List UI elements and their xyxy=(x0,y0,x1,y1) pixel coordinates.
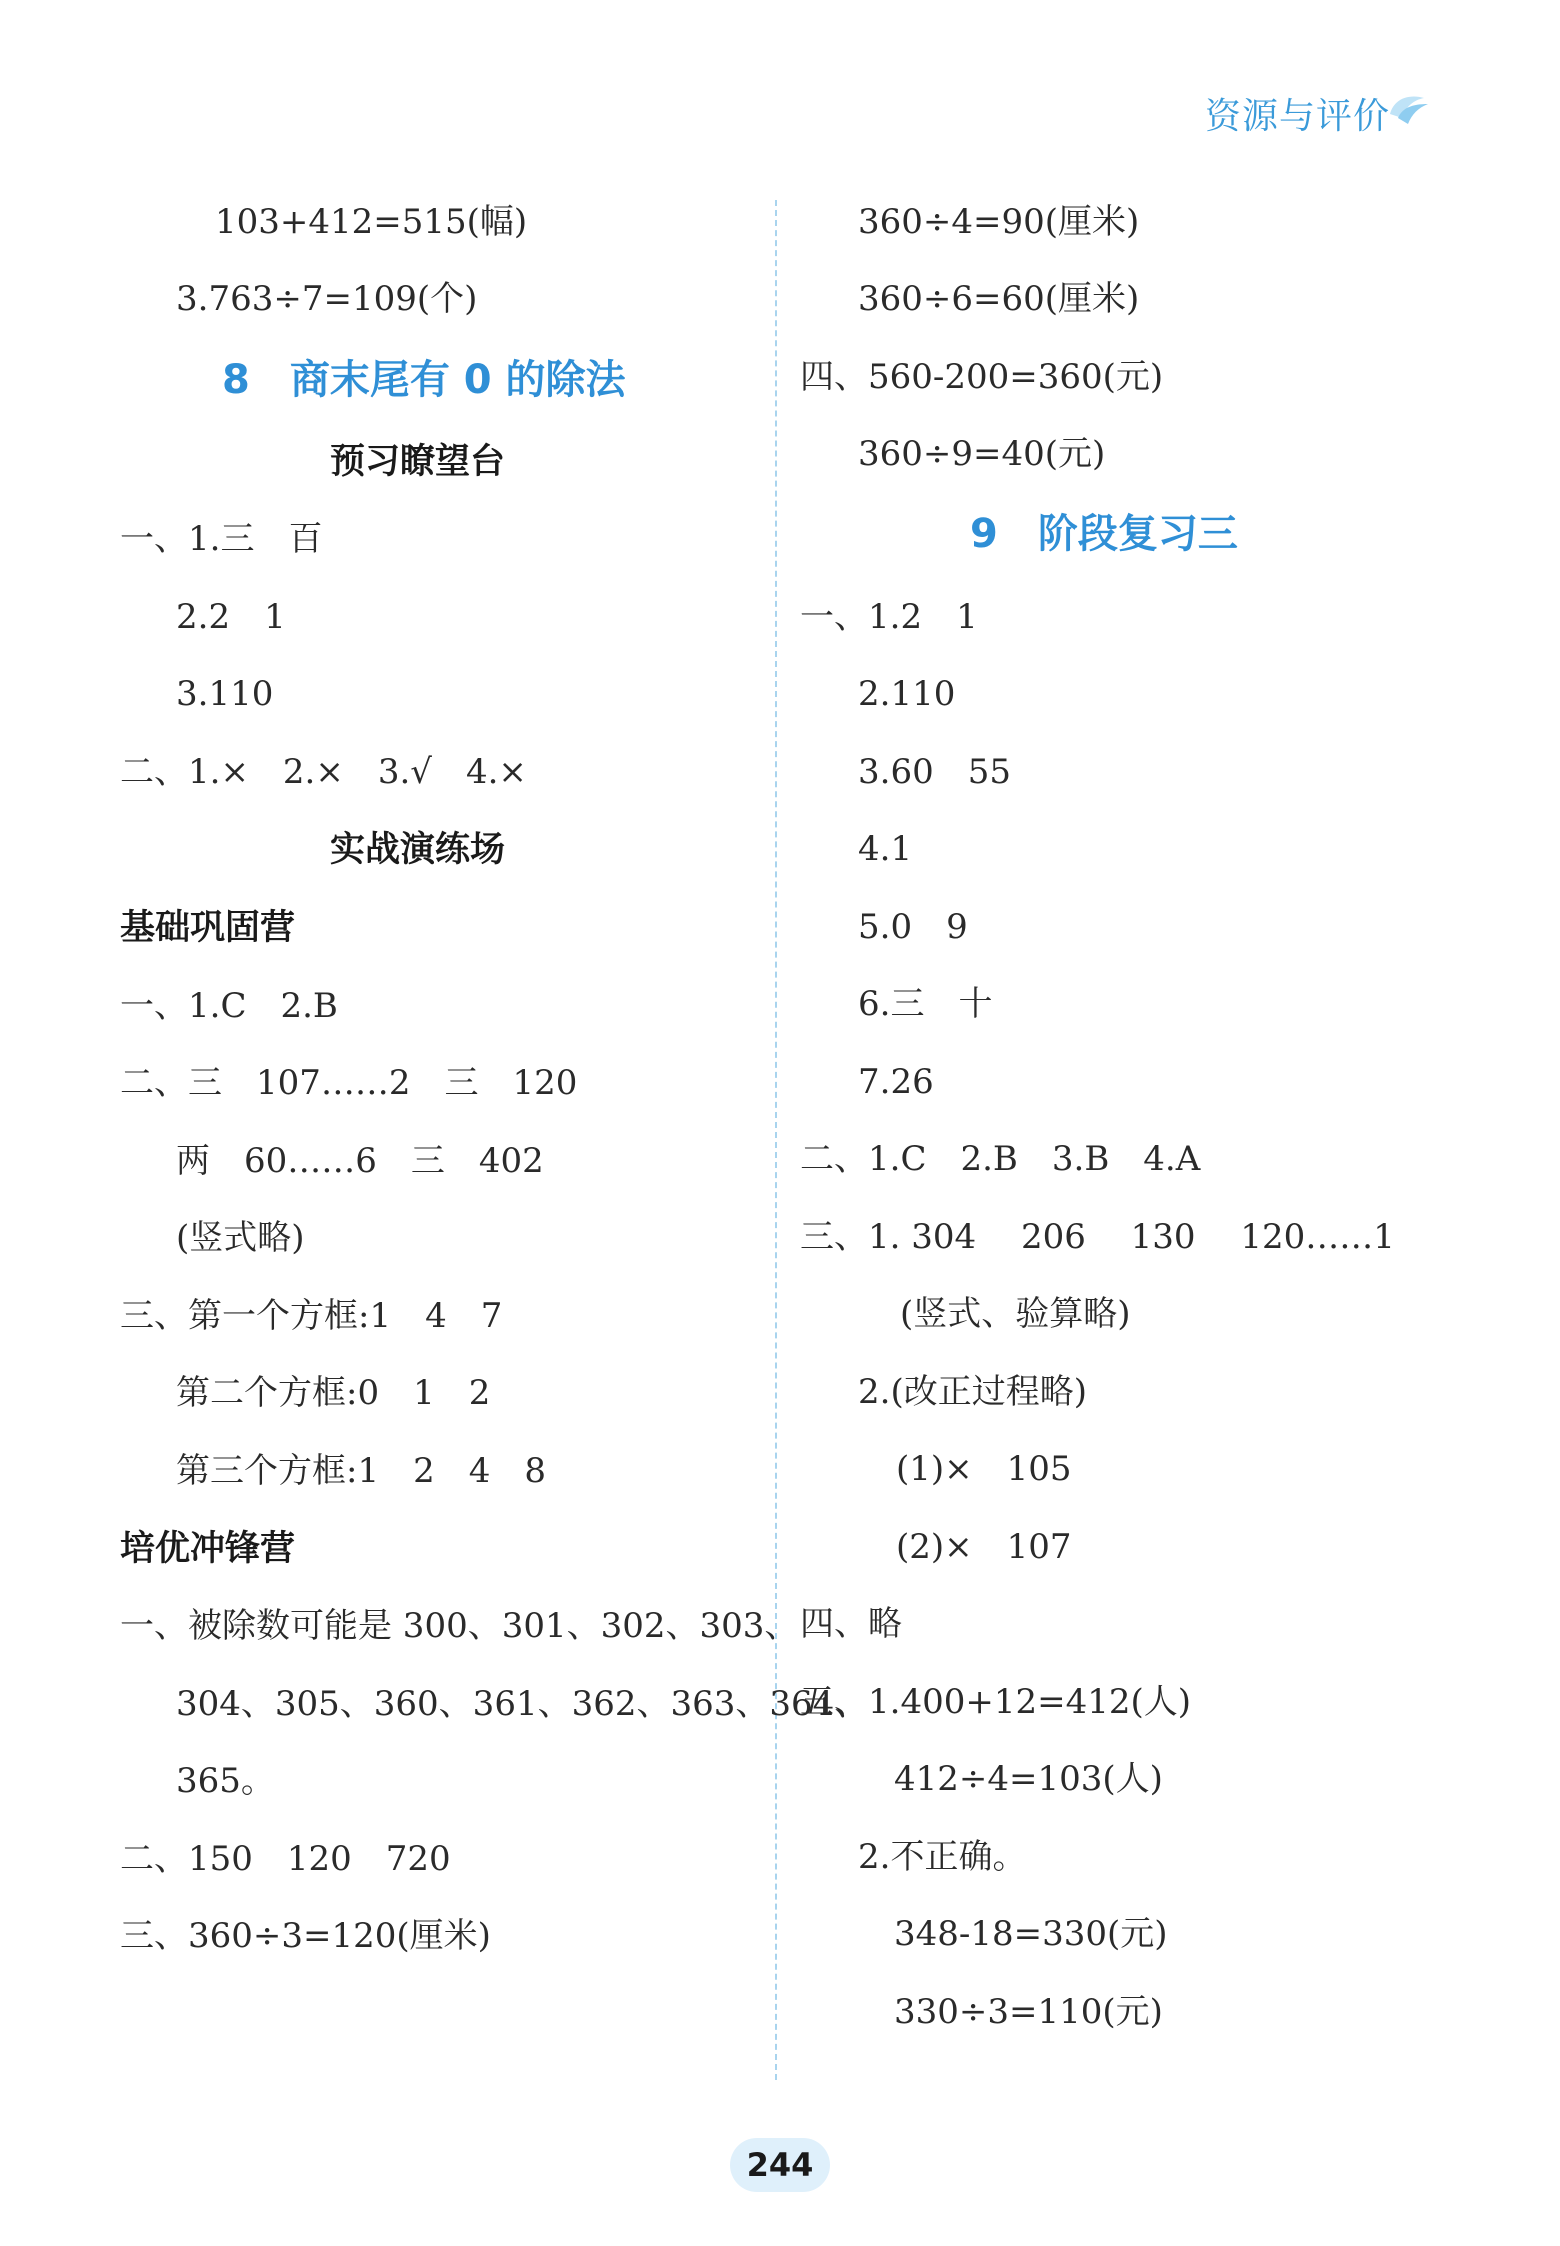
answer-line: 3.110 xyxy=(176,674,274,714)
practice-title: 实战演练场 xyxy=(330,830,506,870)
answer-line: 五、1.400+12=412(人) xyxy=(800,1682,1191,1722)
answer-line: 365。 xyxy=(176,1761,275,1801)
answer-line: 3.60 55 xyxy=(858,752,1011,792)
answer-line: 2.2 1 xyxy=(176,597,286,637)
answer-line: 一、1.2 1 xyxy=(800,597,978,637)
answer-line: 4.1 xyxy=(858,829,913,869)
answer-line: 3.763÷7=109(个) xyxy=(176,279,478,319)
answer-line: 一、1.三 百 xyxy=(120,519,323,559)
answer-line: 7.26 xyxy=(858,1062,934,1102)
brand-swirl-icon xyxy=(1384,84,1432,132)
answer-line: 348-18=330(元) xyxy=(894,1914,1168,1954)
answer-line: 5.0 9 xyxy=(858,907,968,947)
header-brand: 资源与评价 xyxy=(1204,96,1390,137)
answer-line: 四、560-200=360(元) xyxy=(800,357,1164,397)
answer-line: 三、1. 304 206 130 120……1 xyxy=(800,1217,1395,1257)
answer-line: 330÷3=110(元) xyxy=(894,1992,1163,2032)
answer-line: 二、1.C 2.B 3.B 4.A xyxy=(800,1139,1201,1179)
answer-line: 一、1.C 2.B xyxy=(120,986,338,1026)
answer-line: 两 60……6 三 402 xyxy=(176,1141,544,1181)
answer-line: (2)× 107 xyxy=(896,1527,1072,1567)
advanced-title: 培优冲锋营 xyxy=(120,1529,296,1569)
answer-line: 360÷4=90(厘米) xyxy=(858,202,1140,242)
answer-line: 三、360÷3=120(厘米) xyxy=(120,1916,491,1956)
answer-line: 三、第一个方框:1 4 7 xyxy=(120,1296,503,1336)
answer-line: (1)× 105 xyxy=(896,1449,1072,1489)
answer-line: 二、1.× 2.× 3.√ 4.× xyxy=(120,752,527,792)
answer-line: 412÷4=103(人) xyxy=(894,1759,1163,1799)
section-8-title: 8 商末尾有 0 的除法 xyxy=(222,357,626,403)
answer-line: (竖式、验算略) xyxy=(900,1294,1131,1334)
column-divider xyxy=(775,200,777,2080)
answer-line: 二、三 107……2 三 120 xyxy=(120,1063,578,1103)
answer-line: 103+412=515(幅) xyxy=(215,202,528,242)
answer-line: 2.110 xyxy=(858,674,956,714)
page-number: 244 xyxy=(730,2138,830,2192)
answer-line: 360÷9=40(元) xyxy=(858,434,1106,474)
answer-line: (竖式略) xyxy=(176,1218,305,1258)
preview-title: 预习瞭望台 xyxy=(330,442,506,482)
answer-line: 304、305、360、361、362、363、364、 xyxy=(176,1684,869,1724)
answer-line: 2.(改正过程略) xyxy=(858,1372,1087,1412)
answer-line: 2.不正确。 xyxy=(858,1837,1027,1877)
answer-line: 6.三 十 xyxy=(858,984,993,1024)
answer-line: 360÷6=60(厘米) xyxy=(858,279,1140,319)
answer-line: 一、被除数可能是 300、301、302、303、 xyxy=(120,1606,799,1646)
answer-line: 第三个方框:1 2 4 8 xyxy=(176,1451,546,1491)
answer-line: 四、略 xyxy=(800,1604,902,1644)
answer-line: 二、150 120 720 xyxy=(120,1839,451,1879)
answer-line: 第二个方框:0 1 2 xyxy=(176,1373,491,1413)
basic-title: 基础巩固营 xyxy=(120,908,296,948)
section-9-title: 9 阶段复习三 xyxy=(970,511,1238,557)
